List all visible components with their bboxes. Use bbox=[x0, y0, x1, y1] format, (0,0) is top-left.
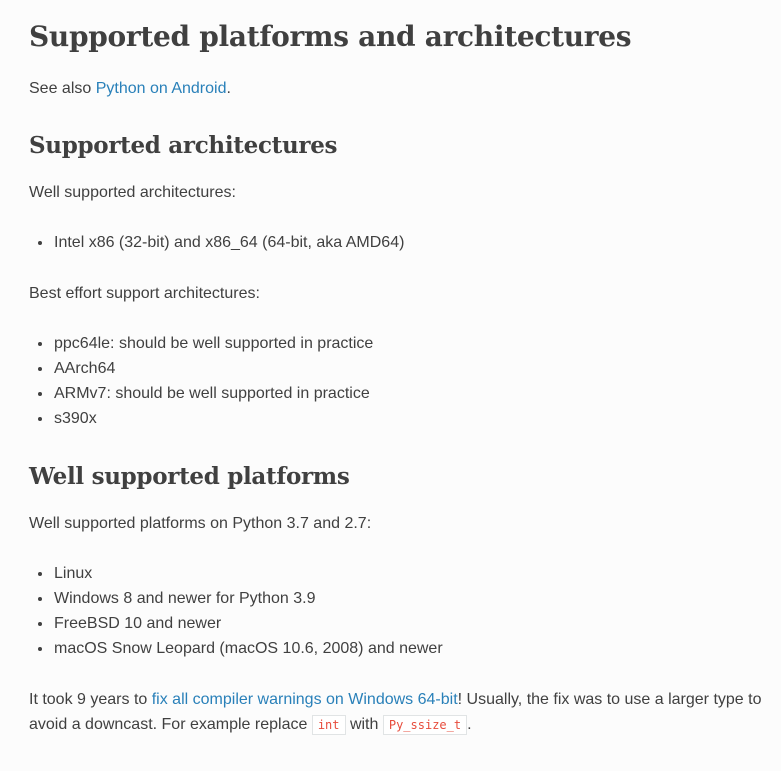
code-py-ssize-t: Py_ssize_t bbox=[383, 715, 467, 735]
platforms-list bbox=[29, 561, 443, 661]
compiler-warnings-paragraph bbox=[29, 687, 769, 738]
note-text-3: with bbox=[345, 716, 383, 733]
code-int: int bbox=[312, 715, 346, 735]
note-text-1: It took 9 years to bbox=[29, 691, 152, 708]
list-item: AArch64 bbox=[29, 356, 373, 381]
platforms-heading: Well supported platforms bbox=[29, 463, 350, 490]
see-also-paragraph bbox=[29, 76, 769, 101]
list-item: s390x bbox=[29, 406, 373, 431]
list-item: FreeBSD 10 and newer bbox=[29, 611, 443, 636]
see-also-prefix: See also bbox=[29, 80, 96, 97]
note-text-4: . bbox=[467, 716, 472, 733]
see-also-suffix: . bbox=[226, 80, 231, 97]
list-item: macOS Snow Leopard (macOS 10.6, 2008) and newer bbox=[29, 636, 443, 661]
list-item: ARMv7: should be well supported in practice bbox=[29, 381, 373, 406]
list-item: ppc64le: should be well supported in practice bbox=[29, 331, 373, 356]
list-item: Windows 8 and newer for Python 3.9 bbox=[29, 586, 443, 611]
compiler-warnings-link[interactable]: fix all compiler warnings on Windows 64-bit bbox=[151, 691, 458, 708]
architectures-heading: Supported architectures bbox=[29, 132, 338, 159]
page-title: Supported platforms and architectures bbox=[29, 20, 632, 53]
note-text-2: ! Usually, the fix was to use a larger type to avoid a downcast. For example replace bbox=[29, 691, 762, 733]
platforms-intro: Well supported platforms on Python 3.7 and 2.7: bbox=[29, 515, 372, 532]
list-item: Intel x86 (32-bit) and x86_64 (64-bit, aka AMD64) bbox=[29, 230, 404, 255]
list-item: Linux bbox=[29, 561, 443, 586]
well-supported-arch-list bbox=[29, 230, 404, 255]
python-on-android-link[interactable]: Python on Android bbox=[95, 80, 227, 97]
well-supported-arch-intro: Well supported architectures: bbox=[29, 184, 236, 201]
best-effort-arch-list bbox=[29, 331, 373, 431]
best-effort-arch-intro: Best effort support architectures: bbox=[29, 285, 260, 302]
